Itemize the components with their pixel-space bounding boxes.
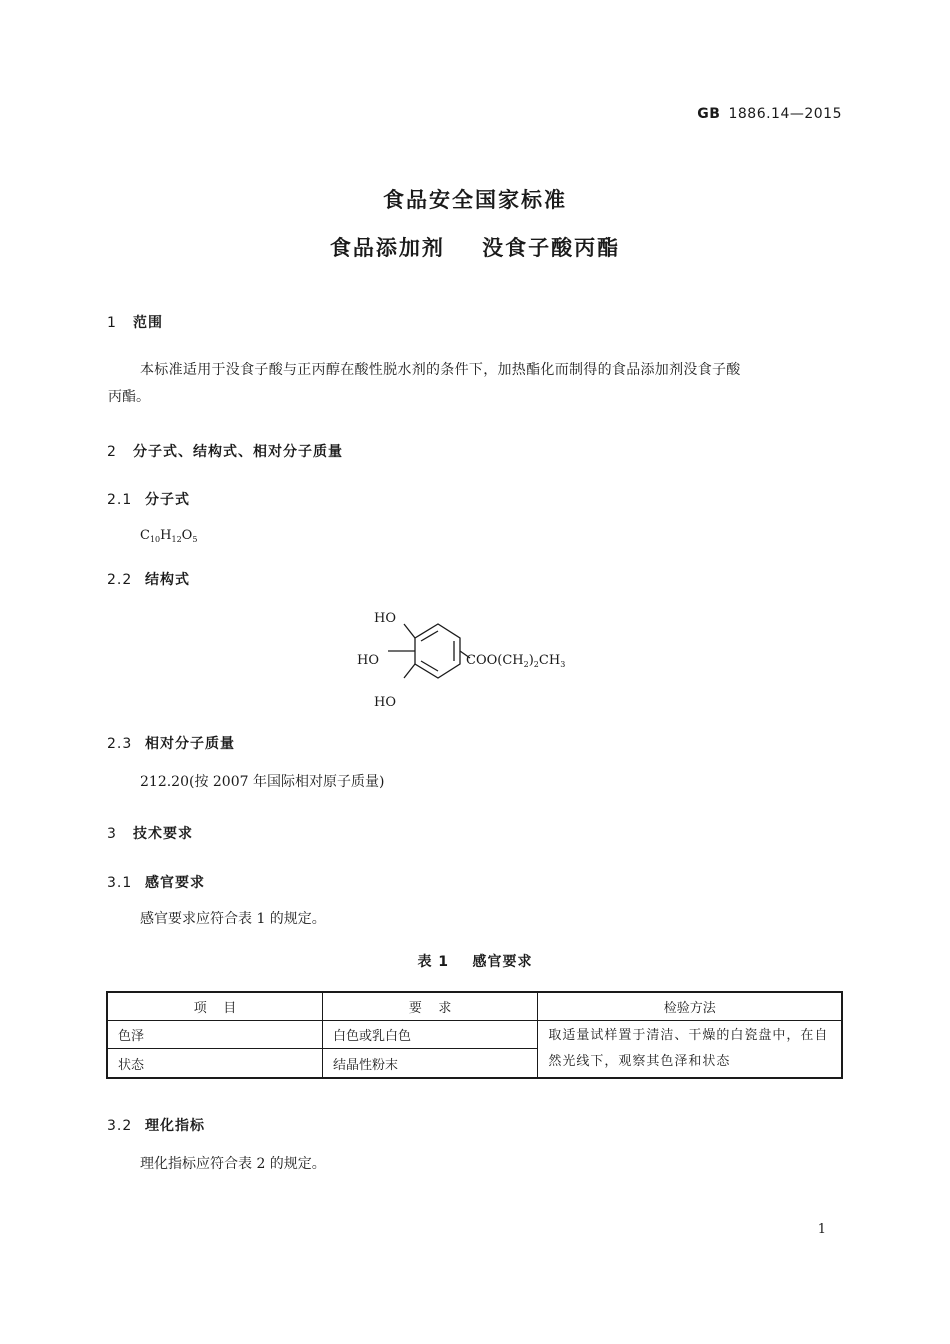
header-requirement: 要 求 — [322, 992, 537, 1021]
bond-ho-bottom — [404, 664, 415, 678]
formula-h: H — [160, 528, 172, 543]
formula-c-count: 10 — [149, 535, 161, 544]
row-requirement: 结晶性粉末 — [322, 1049, 537, 1078]
ho-top-label: HO — [374, 611, 396, 626]
header-item: 项 目 — [107, 992, 322, 1021]
physicochemical-requirement-text: 理化指标应符合表 2 的规定。 — [140, 1156, 326, 1172]
row-item: 状态 — [107, 1049, 322, 1078]
formula-o: O — [181, 528, 193, 543]
table-header-row — [107, 992, 842, 1021]
table-row — [107, 1021, 842, 1049]
section-number: 2 — [107, 444, 117, 460]
sensory-requirements-table — [106, 991, 843, 1079]
row-requirement: 白色或乳白色 — [322, 1021, 537, 1049]
section-number: 1 — [107, 315, 117, 331]
standard-code — [697, 106, 842, 122]
section-number: 2.2 — [107, 572, 133, 588]
ester-part: ) — [528, 653, 534, 668]
standard-code-number: 1886.14—2015 — [728, 106, 842, 122]
section-2-1-heading — [107, 489, 190, 509]
ester-subscript: 2 — [523, 660, 529, 669]
section-title: 相对分子质量 — [145, 736, 235, 752]
title-line-2: 食品添加剂 没食子酸丙酯 — [329, 236, 621, 260]
molecular-weight-text: 212.20(按 2007 年国际相对原子质量) — [140, 774, 385, 790]
benzene-ring — [388, 624, 470, 678]
header-test-method: 检验方法 — [538, 992, 842, 1021]
structural-formula — [352, 600, 612, 720]
section-title: 理化指标 — [145, 1118, 205, 1134]
title-line-1: 食品安全国家标准 — [383, 188, 567, 212]
section-number: 3.2 — [107, 1118, 133, 1134]
formula-h-count: 12 — [171, 535, 182, 544]
bond-ho-top — [404, 624, 415, 638]
section-title: 分子式 — [145, 492, 190, 508]
ho-mid-label: HO — [357, 653, 379, 668]
ester-part: COO(CH — [466, 653, 524, 668]
section-3-2-heading — [107, 1115, 205, 1135]
ester-group-label — [466, 653, 565, 669]
ho-bottom-label: HO — [374, 695, 396, 710]
molecular-formula — [140, 528, 197, 544]
table-1-caption: 表 1 感官要求 — [417, 954, 533, 970]
formula-c: C — [140, 528, 150, 543]
section-1-heading — [107, 312, 163, 332]
section-title: 感官要求 — [145, 875, 205, 891]
ester-subscript: 2 — [533, 660, 539, 669]
section-3-heading — [107, 823, 193, 843]
section-number: 3 — [107, 826, 117, 842]
scope-text-line-1: 本标准适用于没食子酸与正丙醇在酸性脱水剂的条件下，加热酯化而制得的食品添加剂没食子酸 — [140, 362, 741, 378]
section-title: 结构式 — [145, 572, 190, 588]
section-3-1-heading — [107, 872, 205, 892]
ester-part: CH — [538, 653, 561, 668]
scope-text-line-2: 丙酯。 — [108, 389, 150, 405]
row-item: 色泽 — [107, 1021, 322, 1049]
ring-outline — [415, 624, 460, 678]
section-number: 2.3 — [107, 736, 133, 752]
ester-subscript: 3 — [560, 660, 566, 669]
standard-code-prefix: GB — [697, 106, 721, 122]
section-title: 分子式、结构式、相对分子质量 — [133, 444, 343, 460]
section-number: 2.1 — [107, 492, 133, 508]
section-title: 范围 — [133, 315, 163, 331]
section-2-3-heading — [107, 733, 235, 753]
section-2-2-heading — [107, 569, 190, 589]
row-test-method: 取适量试样置于清洁、干燥的白瓷盘中，在自然光线下，观察其色泽和状态 — [538, 1021, 842, 1079]
section-number: 3.1 — [107, 875, 133, 891]
formula-o-count: 5 — [192, 535, 198, 544]
section-2-heading — [107, 441, 343, 461]
page-number: 1 — [817, 1222, 826, 1237]
sensory-requirement-text: 感官要求应符合表 1 的规定。 — [140, 911, 326, 927]
section-title: 技术要求 — [133, 826, 193, 842]
